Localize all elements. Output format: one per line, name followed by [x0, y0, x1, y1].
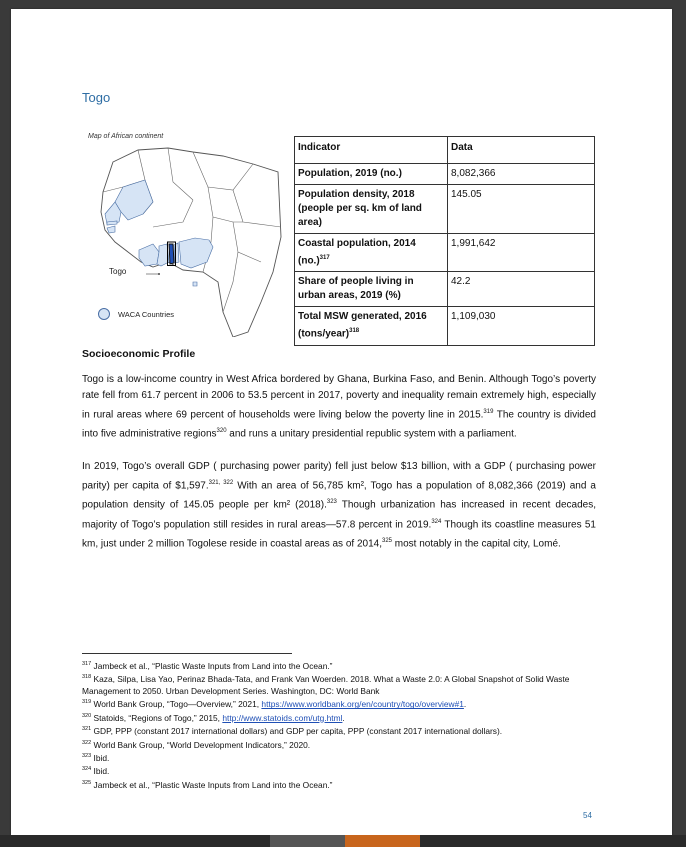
footnote-item: [82, 724, 612, 737]
country-title: Togo: [82, 90, 111, 105]
taskbar-item[interactable]: [270, 835, 345, 847]
paragraph-text: With an area of 56,785 km², Togo has a population of 8,082,366 (2019) and a population density of 145.05 people per km² (2018).: [82, 480, 596, 511]
paragraph-text: The country is divided into five administrative regions: [82, 409, 596, 440]
section-heading: Socioeconomic Profile: [82, 348, 196, 360]
taskbar: [0, 835, 686, 847]
footnote-item: [82, 672, 612, 697]
table-row: [295, 164, 595, 185]
footnote-text: World Bank Group, “World Development Indicators,” 2020.: [93, 739, 311, 750]
table-row: [295, 307, 595, 345]
footnote-text: .: [342, 712, 345, 723]
footnote-number: 318: [82, 674, 92, 681]
footnote-number: 325: [82, 779, 92, 786]
table-row: [295, 234, 595, 272]
footnote-ref: 320: [216, 428, 227, 435]
map-togo-label: Togo: [109, 267, 127, 276]
footnote-text: Ibid.: [93, 766, 110, 777]
footnote-divider: [82, 653, 292, 654]
footnote-ref: 319: [483, 409, 494, 415]
indicator-table: [294, 136, 595, 346]
paragraph-text: Though its coastline measures 51 km, just under 2 million Togolese reside in coastal areas as of 2014,: [82, 518, 596, 550]
indicator-cell: Population density, 2018 (people per sq. km of land area): [295, 185, 448, 234]
footnote-ref: 325: [381, 537, 392, 544]
footnote-number: 322: [82, 739, 92, 746]
value-cell: 145.05: [448, 185, 595, 234]
indicator-cell: Coastal population, 2014 $(no.)^{317}$: [295, 234, 448, 272]
table-row: [295, 272, 595, 307]
paragraph-text: Togo is a low-income country in West Africa bordered by Ghana, Burkina Faso, and Benin. Although Togo’s poverty rate fell from 61.7 percent in 2006 to 53.5 percent in 2017, poverty and inequality remain extremely high, especially in rural areas where 69 percent of households were living below the poverty line in 2015.: [82, 374, 596, 421]
indicator-cell: Total MSW generated, 2016 (tons/year)$^{318}$: [295, 307, 448, 345]
footnotes: [82, 659, 612, 791]
footnote-text: World Bank Group, “Togo—Overview,” 2021,: [93, 699, 262, 710]
footnote-item: [82, 778, 612, 791]
footnote-item: [82, 764, 612, 777]
footnote-number: 321: [82, 726, 92, 733]
footnote-number: 320: [82, 712, 92, 719]
table-row: [295, 185, 595, 234]
footnote-text: Jambeck et al., “Plastic Waste Inputs from Land into the Ocean.”: [93, 779, 333, 790]
footnote-item: [82, 711, 612, 724]
page-number: 54: [583, 811, 592, 820]
footnote-item: [82, 751, 612, 764]
footnote-ref: 318: [349, 328, 360, 335]
indicator-cell: Share of people living in urban areas, 2019 (%): [295, 272, 448, 307]
footnote-text: Kaza, Silpa, Lisa Yao, Perinaz Bhada-Tata, and Frank Van Woerden. 2018. What a Waste 2.0: A Global Snapshot of Solid Waste Management to 2050. Urban Development Series. Washington, DC: World Bank: [82, 674, 570, 696]
footnote-text: GDP, PPP (constant 2017 international dollars) and GDP per capita, PPP (constant 2017 international dollars).: [93, 725, 503, 736]
body-paragraph: [82, 372, 596, 443]
header-indicator: Indicator: [295, 137, 448, 164]
footnote-item: [82, 738, 612, 751]
indicator-cell: Population, 2019 (no.): [295, 164, 448, 185]
document-page: [11, 9, 672, 835]
map-legend: [98, 308, 174, 320]
footnote-item: [82, 659, 612, 672]
value-cell: 1,109,030: [448, 307, 595, 345]
value-cell: 8,082,366: [448, 164, 595, 185]
sao-tome-shape: [193, 282, 197, 286]
togo-shape: [169, 244, 174, 264]
footnote-ref: 317: [319, 255, 330, 261]
footnote-text: Statoids, “Regions of Togo,” 2015,: [93, 712, 223, 723]
taskbar-item-active[interactable]: [345, 835, 420, 847]
footnote-ref: 323: [326, 499, 337, 506]
footnote-number: 317: [82, 661, 92, 667]
footnote-text: Jambeck et al., “Plastic Waste Inputs from Land into the Ocean.”: [93, 660, 333, 671]
footnote-ref: 324: [431, 518, 442, 525]
paragraph-text: and runs a unitary presidential republic system with a parliament.: [226, 428, 517, 440]
table-header-row: [295, 137, 595, 164]
value-cell: 1,991,642: [448, 234, 595, 272]
paragraph-text: Though urbanization has increased in recent decades, majority of Togo’s population still resides in rural areas—57.8 percent in 2019.: [82, 499, 596, 530]
footnote-link[interactable]: https://www.worldbank.org/en/country/togo/overview#1: [261, 699, 464, 710]
footnote-number: 324: [82, 766, 92, 773]
gambia-shape: [107, 221, 117, 225]
footnote-text: .: [463, 699, 467, 710]
value-cell: 42.2: [448, 272, 595, 307]
body-paragraph: [82, 459, 596, 552]
footnote-number: 319: [82, 699, 92, 706]
footnote-text: Ibid.: [93, 752, 110, 763]
footnote-ref: 321, 322: [208, 480, 234, 486]
legend-label: WACA Countries: [118, 309, 174, 319]
footnote-link[interactable]: http://www.statoids.com/utg.html: [222, 712, 343, 723]
footnote-number: 323: [82, 752, 92, 759]
footnote-item: [82, 697, 612, 710]
header-data: Data: [448, 137, 595, 164]
map-caption: Map of African continent: [88, 133, 164, 140]
paragraph-text: most notably in the capital city, Lomé.: [392, 538, 561, 550]
benin-shape: [174, 243, 179, 263]
legend-marker: [98, 308, 110, 320]
paragraph-text: In 2019, Togo’s overall GDP ( purchasing power parity) fell just below $13 billion, with a GDP ( purchasing power parity) per capita of $1,597.: [82, 461, 596, 492]
